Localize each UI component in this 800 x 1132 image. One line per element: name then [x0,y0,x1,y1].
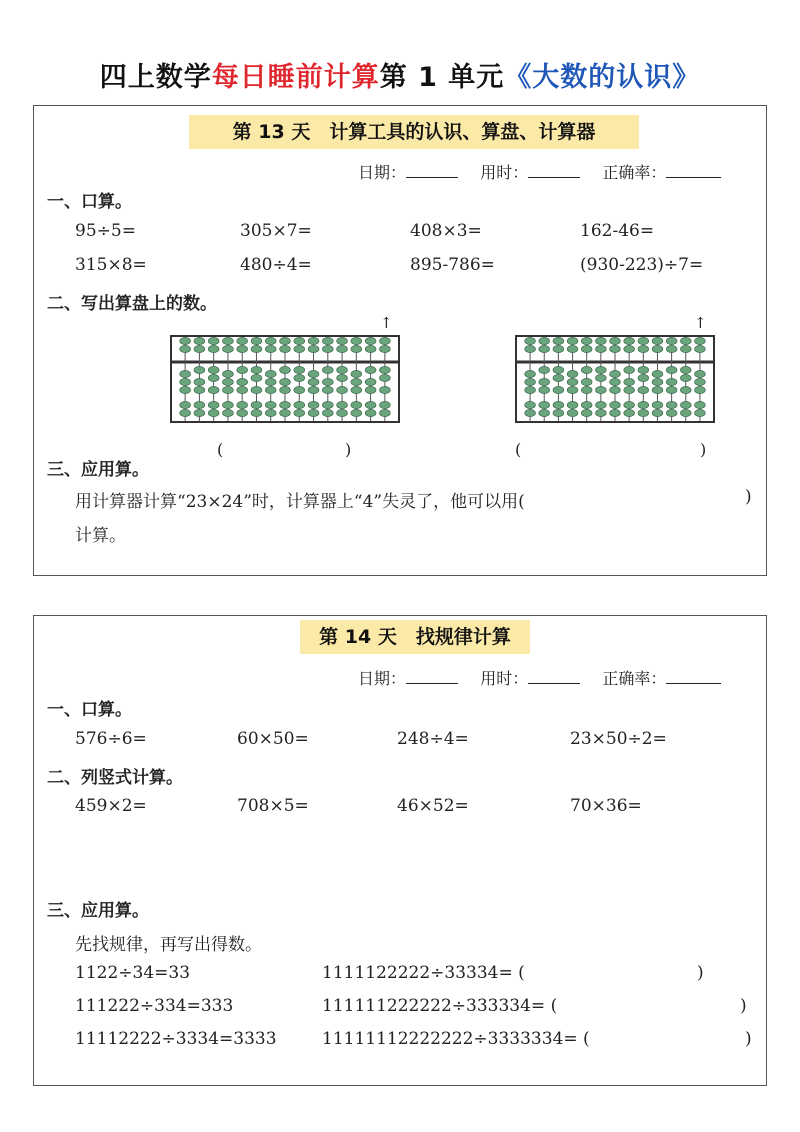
abacus-bead [695,386,706,393]
abacus-bead [539,337,550,344]
abacus-bead [351,386,362,393]
abacus-bead [294,386,305,393]
abacus-bead [595,337,606,344]
abacus-bead [265,386,276,393]
abacus-bead [251,337,262,344]
day13-sec3-line2: 计算。 [75,526,126,546]
day14-title: 第 14 天 找规律计算 [300,620,530,654]
abacus-bead [223,378,234,385]
abacus-bead [180,337,191,344]
abacus-bead [280,386,291,393]
abacus-bead [208,374,219,381]
abacus-bead [223,345,234,352]
abacus-bead [265,378,276,385]
abacus-bead [567,378,578,385]
date-blank[interactable] [406,163,458,178]
day14-v3: 46×52= [397,796,469,816]
abacus-bead [351,337,362,344]
abacus-bead [208,386,219,393]
abacus-bead [624,378,635,385]
abacus-bead [308,370,319,377]
abacus-bead [180,386,191,393]
abacus-bead [194,378,205,385]
day13-sec3-heading: 三、应用算。 [47,460,149,480]
day13-q7: 895-786= [410,255,495,275]
abacus-bead [581,345,592,352]
abacus-bead [638,409,649,416]
abacus-bead [595,401,606,408]
abacus-bead [680,386,691,393]
day13-q8: (930-223)÷7= [580,255,704,275]
day14-v4: 70×36= [570,796,642,816]
date-blank[interactable] [406,669,458,684]
abacus-bead [180,409,191,416]
day13-q3: 408×3= [410,221,482,241]
abacus-bead [680,409,691,416]
abacus-bead [351,409,362,416]
day14-sec2-heading: 二、列竖式计算。 [47,768,183,788]
abacus-bead [553,366,564,373]
accuracy-label: 正确率： [602,669,667,688]
abacus-bead [194,366,205,373]
abacus-bead [294,374,305,381]
abacus-bead [180,370,191,377]
pattern-left-1: 1122÷34=33 [75,963,191,983]
abacus-bead [223,370,234,377]
abacus-bead [680,401,691,408]
abacus-bead [208,401,219,408]
abacus-bead [680,366,691,373]
abacus-bead [280,345,291,352]
abacus-bead [525,409,536,416]
abacus-bead [581,386,592,393]
abacus-bead [581,409,592,416]
title-series: 每日睡前计算 [211,62,380,93]
day13-sec3-line1: 用计算器计算“23×24”时，计算器上“4”失灵了，他可以用( [75,492,525,512]
abacus-bead [567,370,578,377]
abacus-bead [337,337,348,344]
abacus-bead [351,401,362,408]
abacus-bead [652,370,663,377]
abacus-bead [539,378,550,385]
day13-q5: 315×8= [75,255,147,275]
abacus-bead [624,366,635,373]
abacus-left-answer-open: ( [217,440,224,459]
abacus-bead [223,337,234,344]
abacus-bead [638,386,649,393]
pattern-left-3: 11112222÷3334=3333 [75,1029,277,1049]
abacus-bead [223,401,234,408]
abacus-left-answer-close: ) [345,440,352,459]
abacus-bead [553,409,564,416]
abacus-bead [308,401,319,408]
abacus-bead [610,401,621,408]
abacus-bead [624,401,635,408]
abacus-bead [379,345,390,352]
abacus-bead [294,345,305,352]
abacus-bead [294,366,305,373]
pattern-right-2: 111111222222÷333334= ( [322,996,558,1016]
abacus-bead [567,401,578,408]
pattern-right-2-close: ) [740,996,747,1016]
abacus-bead [610,409,621,416]
abacus-bead [223,409,234,416]
abacus-bead [525,370,536,377]
abacus-bead [379,374,390,381]
abacus-bead [525,386,536,393]
abacus-bead [581,337,592,344]
abacus-bead [237,401,248,408]
abacus-bead [194,337,205,344]
abacus-bead [379,409,390,416]
abacus-bead [624,386,635,393]
abacus-bead [652,378,663,385]
abacus-bead [337,386,348,393]
day14-sec3-heading: 三、应用算。 [47,901,149,921]
abacus-bead [666,401,677,408]
day14-v2: 708×5= [237,796,309,816]
abacus-bead [180,401,191,408]
abacus-bead [695,409,706,416]
abacus-bead [610,345,621,352]
abacus-bead [666,337,677,344]
abacus-bead [322,386,333,393]
abacus-bead [652,409,663,416]
abacus-bead [265,337,276,344]
abacus-bead [595,345,606,352]
abacus-bead [208,366,219,373]
day13-q2: 305×7= [240,221,312,241]
abacus-bead [539,345,550,352]
day14-q2: 60×50= [237,729,309,749]
day13-q4: 162-46= [580,221,655,241]
abacus-bead [265,370,276,377]
date-label: 日期： [358,163,407,182]
page-title [0,55,800,94]
abacus-bead [525,378,536,385]
abacus-bead [638,366,649,373]
abacus-bead [553,374,564,381]
title-topic: 《大数的认识》 [504,62,701,93]
abacus-bead [666,366,677,373]
abacus-bead [365,366,376,373]
abacus-bead [652,345,663,352]
abacus-bead [379,337,390,344]
abacus-bead [610,337,621,344]
pattern-left-2: 111222÷334=333 [75,996,234,1016]
abacus-bead [638,401,649,408]
abacus-bead [695,337,706,344]
abacus-bead [237,378,248,385]
title-grade: 四上数学 [99,62,212,93]
day14-meta [358,666,721,689]
abacus-bead [638,337,649,344]
abacus-bead [294,409,305,416]
abacus-bead [610,370,621,377]
abacus-bead [308,409,319,416]
abacus-bead [595,366,606,373]
abacus-bead [652,386,663,393]
abacus-bead [695,378,706,385]
abacus-right-answer-close: ) [700,440,707,459]
abacus-bead [365,386,376,393]
abacus-right [515,335,715,423]
abacus-bead [280,401,291,408]
abacus-bead [525,337,536,344]
abacus-bead [337,409,348,416]
abacus-bead [581,366,592,373]
abacus-bead [595,409,606,416]
abacus-bead [351,370,362,377]
abacus-bead [322,401,333,408]
time-label: 用时： [480,669,529,688]
abacus-bead [194,401,205,408]
day13-meta [358,160,721,183]
abacus-left-arrow: ↑ [380,314,393,332]
day14-v1: 459×2= [75,796,147,816]
abacus-bead [308,386,319,393]
abacus-bead [308,337,319,344]
abacus-bead [553,386,564,393]
abacus-bead [379,366,390,373]
abacus-bead [553,337,564,344]
abacus-bead [553,345,564,352]
abacus-bead [337,401,348,408]
abacus-right-answer-open: ( [515,440,522,459]
abacus-bead [379,386,390,393]
abacus-bead [652,337,663,344]
abacus-bead [365,401,376,408]
abacus-bead [251,366,262,373]
abacus-bead [265,409,276,416]
abacus-bead [251,345,262,352]
day14-q1: 576÷6= [75,729,147,749]
abacus-bead [208,345,219,352]
abacus-bead [666,409,677,416]
abacus-bead [308,345,319,352]
abacus-bead [208,409,219,416]
abacus-bead [280,378,291,385]
abacus-bead [322,366,333,373]
day13-title: 第 13 天 计算工具的认识、算盘、计算器 [189,115,639,149]
abacus-bead [652,401,663,408]
abacus-bead [624,337,635,344]
time-label: 用时： [480,163,529,182]
abacus-bead [237,409,248,416]
pattern-right-1-close: ) [697,963,704,983]
abacus-bead [666,386,677,393]
abacus-bead [610,378,621,385]
abacus-bead [680,337,691,344]
day13-sec3-close: ) [745,487,752,507]
accuracy-label: 正确率： [602,163,667,182]
abacus-bead [294,401,305,408]
abacus-bead [695,370,706,377]
abacus-bead [208,337,219,344]
abacus-bead [680,345,691,352]
pattern-right-3-close: ) [745,1029,752,1049]
abacus-bead [237,337,248,344]
abacus-bead [223,386,234,393]
abacus-bead [251,374,262,381]
abacus-bead [624,345,635,352]
day13-q6: 480÷4= [240,255,312,275]
abacus-bead [265,345,276,352]
day14-q3: 248÷4= [397,729,469,749]
abacus-bead [539,401,550,408]
accuracy-blank[interactable] [666,669,721,684]
title-unit: 第 1 单元 [379,62,505,93]
abacus-bead [365,409,376,416]
abacus-bead [666,378,677,385]
abacus-bead [567,386,578,393]
day13-sec2-heading: 二、写出算盘上的数。 [47,294,217,314]
time-blank[interactable] [528,669,580,684]
abacus-bead [581,401,592,408]
abacus-bead [251,409,262,416]
abacus-bead [280,409,291,416]
abacus-left [170,335,400,423]
abacus-bead [539,386,550,393]
day14-sec1-heading: 一、口算。 [47,700,132,720]
pattern-right-3: 11111112222222÷3333334= ( [322,1029,590,1049]
abacus-bead [237,366,248,373]
abacus-bead [695,401,706,408]
abacus-bead [365,378,376,385]
abacus-bead [194,409,205,416]
abacus-bead [337,374,348,381]
abacus-right-arrow: ↑ [694,314,707,332]
abacus-bead [322,378,333,385]
abacus-bead [280,366,291,373]
abacus-bead [581,378,592,385]
abacus-bead [680,374,691,381]
abacus-bead [595,374,606,381]
abacus-bead [624,409,635,416]
abacus-bead [365,337,376,344]
abacus-bead [379,401,390,408]
abacus-bead [567,409,578,416]
abacus-bead [194,345,205,352]
abacus-bead [666,345,677,352]
abacus-bead [638,345,649,352]
abacus-bead [237,386,248,393]
abacus-bead [525,401,536,408]
pattern-right-1: 1111122222÷33334= ( [322,963,525,983]
day13-sec1-heading: 一、口算。 [47,192,132,212]
abacus-bead [322,345,333,352]
abacus-bead [237,345,248,352]
abacus-bead [265,401,276,408]
abacus-bead [322,409,333,416]
accuracy-blank[interactable] [666,163,721,178]
abacus-bead [539,409,550,416]
abacus-bead [180,378,191,385]
abacus-bead [351,378,362,385]
abacus-bead [539,366,550,373]
day14-sec3-intro: 先找规律，再写出得数。 [75,935,262,955]
abacus-bead [553,401,564,408]
time-blank[interactable] [528,163,580,178]
day14-q4: 23×50÷2= [570,729,667,749]
abacus-bead [322,337,333,344]
abacus-bead [337,345,348,352]
abacus-bead [567,345,578,352]
abacus-bead [638,374,649,381]
abacus-bead [525,345,536,352]
abacus-bead [351,345,362,352]
abacus-bead [251,386,262,393]
abacus-bead [308,378,319,385]
abacus-bead [180,345,191,352]
date-label: 日期： [358,669,407,688]
abacus-bead [337,366,348,373]
abacus-bead [194,386,205,393]
abacus-bead [251,401,262,408]
abacus-bead [294,337,305,344]
abacus-bead [695,345,706,352]
abacus-bead [595,386,606,393]
abacus-bead [365,345,376,352]
day13-q1: 95÷5= [75,221,136,241]
abacus-bead [610,386,621,393]
abacus-bead [567,337,578,344]
abacus-bead [280,337,291,344]
